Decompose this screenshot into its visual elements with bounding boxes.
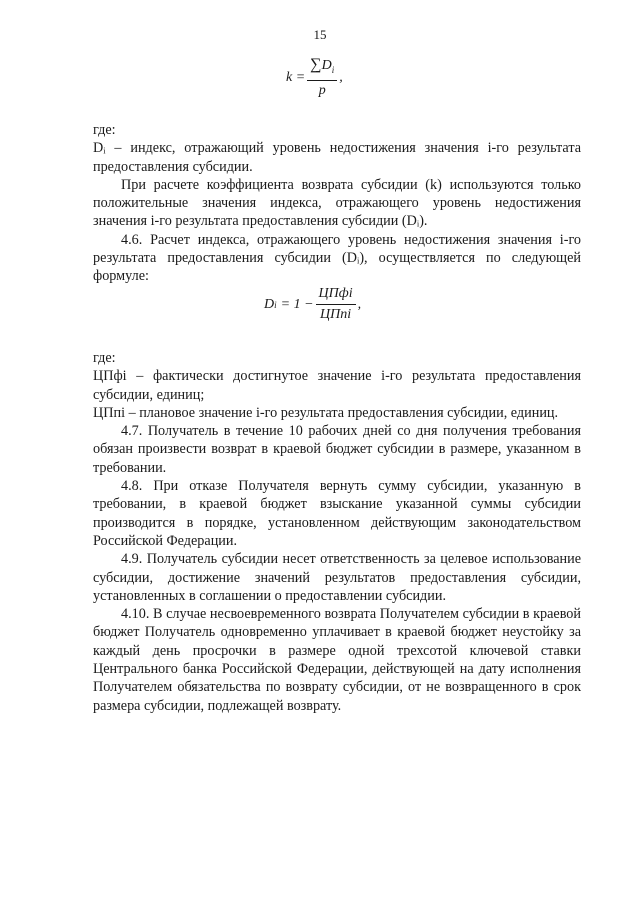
formula-di-lhs-var: D <box>264 296 275 312</box>
paragraph-cpf-definition: ЦПфi – фактически достигнутое значение i-го результата предоставления субсидии, единиц; <box>93 368 581 403</box>
formula-k-denominator: p <box>318 82 326 98</box>
formula-di-denominator: ЦПпi <box>320 307 352 322</box>
paragraph-4-7: 4.7. Получатель в течение 10 рабочих дней со дня получения требования обязан произвести возврат в краевой бюджет субсидии в размере, указанном в требовании. <box>93 423 581 476</box>
paragraph-4-9: 4.9. Получатель субсидии несет ответственность за целевое использование субсидии, достижение значений результатов предоставления субсидии, установленных в соглашении о предоставлении субсидии. <box>93 551 581 604</box>
formula-di-eq: = 1 − <box>280 296 314 312</box>
paragraph-cpp-definition: ЦПпi – плановое значение i-го результата предоставления субсидии, единиц. <box>93 404 559 421</box>
formula-di-tail: , <box>357 296 362 312</box>
formula-di-fraction <box>316 285 356 324</box>
paragraph-positive-values: При расчете коэффициента возврата субсидии (k) используются только положительные значения индекса, отражающего уровень недостижения значения i-го результата предоставления субсидии (Dᵢ). <box>93 176 581 230</box>
paragraph-4-8: 4.8. При отказе Получателя вернуть сумму субсидии, указанную в требовании, в краевой бюджет взыскание указанной суммы субсидии производится в порядке, установленном действующим законодательством Российской Федерации. <box>93 478 581 549</box>
where-label-1: где: <box>93 122 116 138</box>
where-label-2: где: <box>93 350 116 366</box>
sigma-symbol: ∑ <box>310 56 322 73</box>
formula-k-numerator-var: D <box>321 58 332 73</box>
page-number: 15 <box>313 27 327 42</box>
formula-k-fraction <box>307 56 337 100</box>
formula-k-numerator <box>307 56 337 81</box>
formula-k-numerator-sub: i <box>331 64 335 75</box>
formula-di-lhs-sub: i <box>274 299 277 310</box>
formula-k-lhs: k = <box>286 69 306 85</box>
text-block-upper <box>93 121 581 286</box>
paragraph-di-definition: Dᵢ – индекс, отражающий уровень недостижения значения i-го результата предоставления субсидии. <box>93 140 581 175</box>
paragraph-4-6: 4.6. Расчет индекса, отражающего уровень недостижения значения i-го результата предоставления субсидии (Dᵢ), осуществляется по следующей формуле: <box>93 231 581 285</box>
formula-k-tail: , <box>339 69 343 85</box>
formula-k <box>286 56 343 100</box>
paragraph-4-10: 4.10. В случае несвоевременного возврата Получателем субсидии в краевой бюджет Получатель одновременно уплачивает в краевой бюджет неустойку за каждый день просрочки в размере одной трехсотой ключевой ставки Центрального банка Российской Федерации, действующей на дату исполнения Получателем обязательства по возврату субсидии, от не возвращенного в срок размера субсидии, подлежащей возврату. <box>93 606 581 714</box>
formula-di-numerator: ЦПфi <box>316 285 356 305</box>
formula-di <box>264 285 361 324</box>
text-block-lower <box>93 349 581 715</box>
